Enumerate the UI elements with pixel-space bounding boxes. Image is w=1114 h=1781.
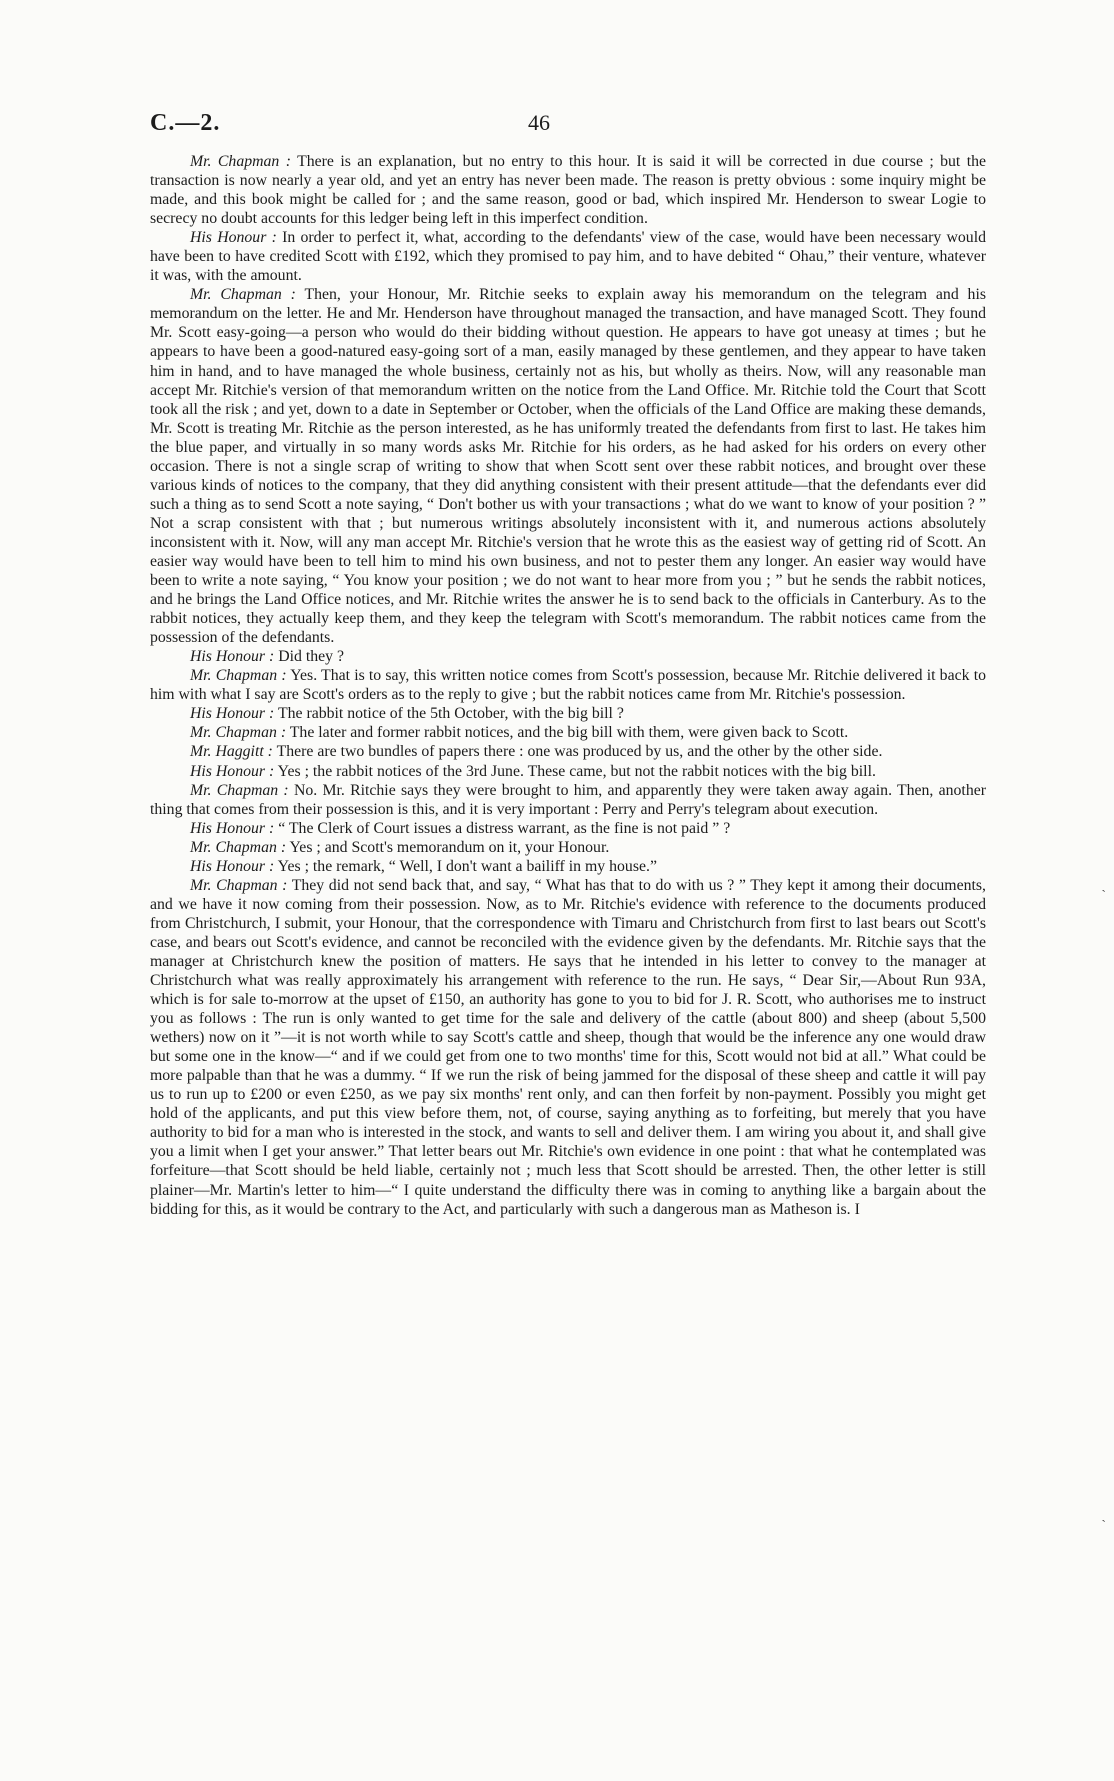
speaker-label: Mr. Chapman : [190,153,291,170]
paragraph [150,285,986,647]
margin-mark: ˏ [1101,878,1106,893]
document-body [150,152,986,1219]
paragraph-text: Did they ? [278,648,345,666]
paragraph-text: In order to perfect it, what, according to the defendants' view of the case, would have been necessary would have been to have credited Scott with £192, which they promised to pay him, and to have debited “ Ohau,” their venture, whatever it was, with the amount. [150,229,986,285]
speaker-label: Mr. Chapman : [190,667,287,685]
paragraph [150,838,986,857]
document-reference: C.—2. [150,110,221,136]
paragraph-text: They did not send back that, and say, “ What has that to do with us ? ” They kept it among their documents, and we have it now coming from their possession. Now, as to Mr. Ritchie's evidence with reference to the documents produced from Christchurch, I submit, your Honour, that the correspondence with Timaru and Christchurch from first to last bears out Scott's case, and bears out Scott's evidence, and cannot be reconciled with the evidence given by the defendants. Mr. Ritchie says that the manager at Christchurch knew the position of matters. He says that he intended in his letter to convey to the manager at Christchurch what was really approximately his arrangement with reference to the run. He says, “ Dear Sir,—About Run 93A, which is for sale to-morrow at the upset of £150, an authority has gone to you to bid for J. R. Scott, who authorises me to instruct you as follows : The run is only wanted to get time for the sale and delivery of the cattle (about 800) and sheep (about 5,500 wethers) now on it ”—it is not worth while to say Scott's cattle and sheep, though that would be the inference any one would draw but some one in the know—“ and if we could get from one to two months' time for this, Scott would not bid at all.” What could be more palpable than that he was a dummy. “ If we run the risk of being jammed for the disposal of these sheep and cattle it will pay us to run up to £200 or even £250, as we pay six months' rent only, and can then forfeit by non-payment. Possibly you might get hold of the applicants, and put this view before them, not, of course, saying anything as to forfeiting, but merely that you have authority to bid for a man who is interested in the stock, and wants to sell and deliver them. I am wiring you about it, and shall give you a limit when I get your answer.” That letter bears out Mr. Ritchie's own evidence in one point : that what he contemplated was forfeiture—that Scott should be held liable, certainly not ; much less that Scott should be arrested. Then, the other letter is still plainer—Mr. Martin's letter to him—“ I quite understand the difficulty there was in coming to anything like a bargain about the bidding for this, as it would be contrary to the Act, and particularly with such a dangerous man as Matheson is. I [150,876,986,1218]
paragraph [150,876,986,1219]
speaker-label: Mr. Chapman : [190,838,287,856]
paragraph [150,857,986,876]
paragraph [150,819,986,838]
speaker-label: Mr. Haggitt : [190,743,273,761]
paragraph [150,666,986,704]
paragraph [150,723,986,742]
paragraph [150,762,986,781]
speaker-label: His Honour : [190,819,275,837]
page-header [150,110,970,144]
speaker-label: His Honour : [190,762,275,780]
paragraph-text: Yes ; the rabbit notices of the 3rd June. These came, but not the rabbit notices with the big bill. [277,762,876,780]
paragraph-text: The later and former rabbit notices, and the big bill with them, were given back to Scott. [289,724,849,742]
paragraph [150,742,986,761]
speaker-label: His Honour : [190,648,275,666]
paragraph-text: No. Mr. Ritchie says they were brought to him, and apparently they were taken away again. Then, another thing that comes from their possession is this, and it is very important : Perry and Perry's telegram about execution. [150,781,986,818]
paragraph-text: Then, your Honour, Mr. Ritchie seeks to explain away his memorandum on the telegram and his memorandum on the letter. He and Mr. Henderson have throughout managed the transaction, and have managed Scott. They found Mr. Scott easy-going—a person who would do their bidding without question. He appears to have got uneasy at times ; but he appears to have been a good-natured easy-going sort of a man, easily managed by these gentlemen, and they appear to have taken him in hand, and to have managed the whole business, certainly not as his, but wholly as theirs. Now, will any reasonable man accept Mr. Ritchie's version of that memorandum written on the notice from the Land Office. Mr. Ritchie told the Court that Scott took all the risk ; and yet, down to a date in September or October, when the officials of the Land Office are making these demands, Mr. Scott is treating Mr. Ritchie as the person interested, as he has uniformly treated the defendants from first to last. He takes him the blue paper, and virtually in so many words asks Mr. Ritchie for his orders, as he had asked for his orders on every other occasion. There is not a single scrap of writing to show that when Scott sent over these rabbit notices, and brought over these various kinds of notices to the company, that they did anything consistent with their present attitude—that the defendants ever did such a thing as to send Scott a note saying, “ Don't bother us with your transactions ; what do we want to know of your position ? ” Not a scrap consistent with that ; but numerous writings absolutely inconsistent with it, and numerous actions absolutely inconsistent with it. Now, will any man accept Mr. Ritchie's version that he wrote this as the easiest way of getting rid of Scott. An easier way would have been to tell him to mind his own business, and not to pester them any longer. An easier way would have been to write a note saying, “ You know your position ; we do not want to hear more from you ; ” but he sends the rabbit notices, and he brings the Land Office notices, and Mr. Ritchie writes the answer he is to send back to the officials in Canterbury. As to the rabbit notices, they actually keep them, and they keep the telegram with Scott's memorandum. The rabbit notices came from the possession of the defendants. [150,286,986,647]
speaker-label: Mr. Chapman : [190,286,296,304]
speaker-label: His Honour : [190,705,275,723]
paragraph-text: The rabbit notice of the 5th October, with the big bill ? [277,705,624,723]
paragraph [150,152,986,228]
paragraph [150,228,986,285]
paragraph-text: There are two bundles of papers there : one was produced by us, and the other by the other side. [276,743,883,761]
paragraph-text: Yes ; the remark, “ Well, I don't want a bailiff in my house.” [277,857,657,875]
paragraph-text: Yes. That is to say, this written notice comes from Scott's possession, because Mr. Ritchie delivered it back to him with what I say are Scott's orders as to the reply to give ; but the rabbit notices came from Mr. Ritchie's possession. [150,667,986,704]
paragraph-text: There is an explanation, but no entry to this hour. It is said it will be corrected in due course ; but the transaction is now nearly a year old, and yet an entry has never been made. The reason is pretty obvious : some inquiry might be made, and this book might be called for ; and the same reason, good or bad, which inspired Mr. Henderson to swear Logie to secrecy no doubt accounts for this ledger being left in this imperfect condition. [150,153,986,228]
margin-mark: ˏ [1101,1508,1106,1523]
paragraph-text: Yes ; and Scott's memorandum on it, your Honour. [289,838,610,856]
paragraph-text: “ The Clerk of Court issues a distress warrant, as the fine is not paid ” ? [278,819,731,837]
page-number: 46 [528,110,550,135]
speaker-label: His Honour : [190,857,275,875]
speaker-label: His Honour : [190,229,277,247]
speaker-label: Mr. Chapman : [190,781,289,799]
speaker-label: Mr. Chapman : [190,876,288,894]
paragraph [150,781,986,819]
paragraph [150,704,986,723]
paragraph [150,647,986,666]
speaker-label: Mr. Chapman : [190,724,287,742]
